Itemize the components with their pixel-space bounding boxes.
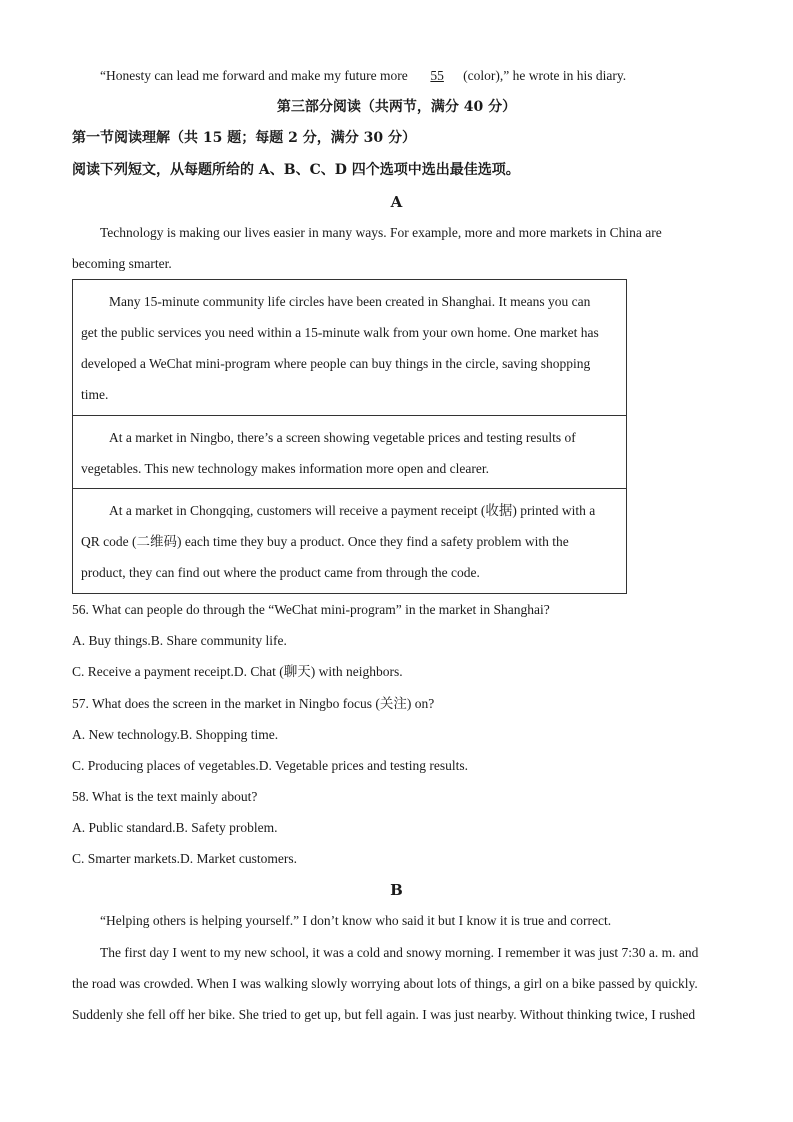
- box-line: At a market in Ningbo, there’s a screen showing vegetable prices and testing results of: [109, 430, 576, 445]
- passage-b-line: the road was crowded. When I was walking slowly worrying about lots of things, a girl on a bike passed by quickly.: [72, 976, 698, 991]
- info-box-shanghai: [72, 279, 627, 416]
- box-line: get the public services you need within a 15-minute walk from your own home. One market has: [81, 325, 599, 340]
- passage-b-label: B: [390, 881, 403, 899]
- section-heading: 第一节阅读理解（共 15 题；每题 2 分，满分 30 分）: [72, 130, 416, 146]
- box-line: developed a WeChat mini-program where people can buy things in the circle, saving shopping: [81, 356, 591, 371]
- question-56-options-ab: A. Buy things.B. Share community life.: [72, 633, 287, 648]
- info-box-chongqing: [72, 488, 627, 594]
- intro-text-after: (color),” he wrote in his diary.: [463, 68, 627, 83]
- passage-a-label: A: [390, 193, 403, 211]
- intro-line: [100, 68, 626, 84]
- passage-b-line: “Helping others is helping yourself.” I don’t know who said it but I know it is true and correct.: [100, 913, 612, 928]
- box-line: vegetables. This new technology makes information more open and clearer.: [81, 461, 489, 476]
- info-box-ningbo: [72, 415, 627, 489]
- instruction: 阅读下列短文，从每题所给的 A、B、C、D 四个选项中选出最佳选项。: [72, 162, 520, 178]
- part-heading: 第三部分阅读（共两节，满分 40 分）: [276, 99, 517, 115]
- passage-b-line: Suddenly she fell off her bike. She tried to get up, but fell again. I was just nearby. Without thinking twice, I rushed: [72, 1007, 696, 1022]
- passage-b-line: The first day I went to my new school, it was a cold and snowy morning. I remember it was just 7:30 a. m. and: [100, 945, 699, 960]
- blank-55: 55: [430, 68, 444, 83]
- question-57-options-cd: C. Producing places of vegetables.D. Vegetable prices and testing results.: [72, 758, 469, 773]
- box-line: QR code (二维码) each time they buy a product. Once they find a safety problem with the: [81, 534, 569, 549]
- box-line: Many 15-minute community life circles have been created in Shanghai. It means you can: [109, 294, 591, 309]
- question-57: 57. What does the screen in the market in Ningbo focus (关注) on?: [72, 696, 435, 711]
- box-line: product, they can find out where the product came from through the code.: [81, 565, 480, 580]
- question-56-options-cd: C. Receive a payment receipt.D. Chat (聊天) with neighbors.: [72, 664, 403, 679]
- question-56: 56. What can people do through the “WeChat mini-program” in the market in Shanghai?: [72, 602, 550, 617]
- passage-a-intro-line: Technology is making our lives easier in many ways. For example, more and more markets in China are: [100, 225, 662, 240]
- passage-a-intro-line: becoming smarter.: [72, 256, 172, 271]
- intro-text-before: “Honesty can lead me forward and make my future more: [100, 68, 412, 83]
- box-line: time.: [81, 387, 109, 402]
- question-58-options-ab: A. Public standard.B. Safety problem.: [72, 820, 278, 835]
- box-line: At a market in Chongqing, customers will receive a payment receipt (收据) printed with a: [109, 503, 596, 518]
- question-57-options-ab: A. New technology.B. Shopping time.: [72, 727, 279, 742]
- question-58: 58. What is the text mainly about?: [72, 789, 258, 804]
- question-58-options-cd: C. Smarter markets.D. Market customers.: [72, 851, 297, 866]
